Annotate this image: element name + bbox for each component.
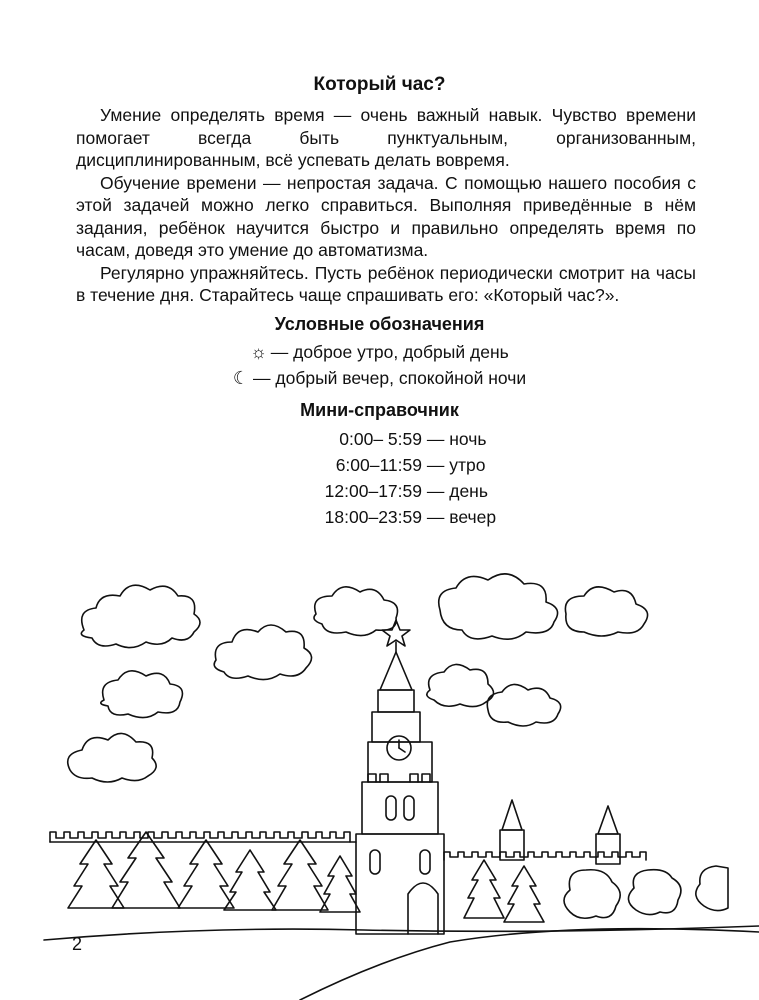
reference-time: 18:00–23:59	[324, 507, 422, 527]
page-title: Который час?	[313, 74, 446, 95]
reference-row	[300, 452, 520, 478]
reference-time: 0:00– 5:59	[339, 429, 422, 449]
reference-label: — день	[426, 481, 488, 501]
road-line	[300, 929, 759, 1000]
paragraph-2: Обучение времени — непростая задача. С помощью нашего пособия с этой задачей можно легко справиться. Выполняя приведённые в нём задания, ребёнок научится быстро и правильно определять время по часам, доведя это умение до автоматизма.	[76, 172, 696, 260]
legend-item-night	[0, 368, 759, 389]
reference-label: — вечер	[426, 507, 497, 527]
paragraph-1: Умение определять время — очень важный навык. Чувство времени помогает всегда быть пунктуальным, организованным, дисциплинированным, всё успевать делать вовремя.	[76, 105, 696, 170]
reference-time: 6:00–11:59	[335, 455, 422, 475]
fir-trees	[68, 832, 728, 922]
reference-label: — ночь	[426, 429, 487, 449]
spasskaya-tower	[356, 620, 444, 934]
reference-row	[300, 426, 520, 452]
reference-heading: Мини-справочник	[300, 400, 459, 420]
legend-night-text: — добрый вечер, спокойной ночи	[253, 368, 527, 388]
legend-item-day	[0, 342, 759, 363]
page-number: 2	[72, 934, 83, 954]
paragraph-3: Регулярно упражняйтесь. Пусть ребёнок периодически смотрит на часы в течение дня. Старайтесь чаще спрашивать его: «Который час?».	[76, 262, 696, 305]
reference-row	[300, 504, 520, 530]
sun-icon: ☼	[250, 342, 267, 362]
intro-text	[76, 104, 696, 307]
kremlin-wall	[50, 800, 646, 864]
clouds	[68, 574, 648, 782]
kremlin-illustration	[0, 570, 759, 1000]
reference-row	[300, 478, 520, 504]
reference-table	[300, 426, 520, 530]
reference-label: — утро	[426, 455, 486, 475]
moon-icon: ☾	[232, 368, 250, 388]
legend-day-text: — доброе утро, добрый день	[270, 342, 509, 362]
reference-time: 12:00–17:59	[324, 481, 422, 501]
legend-heading: Условные обозначения	[274, 314, 485, 334]
